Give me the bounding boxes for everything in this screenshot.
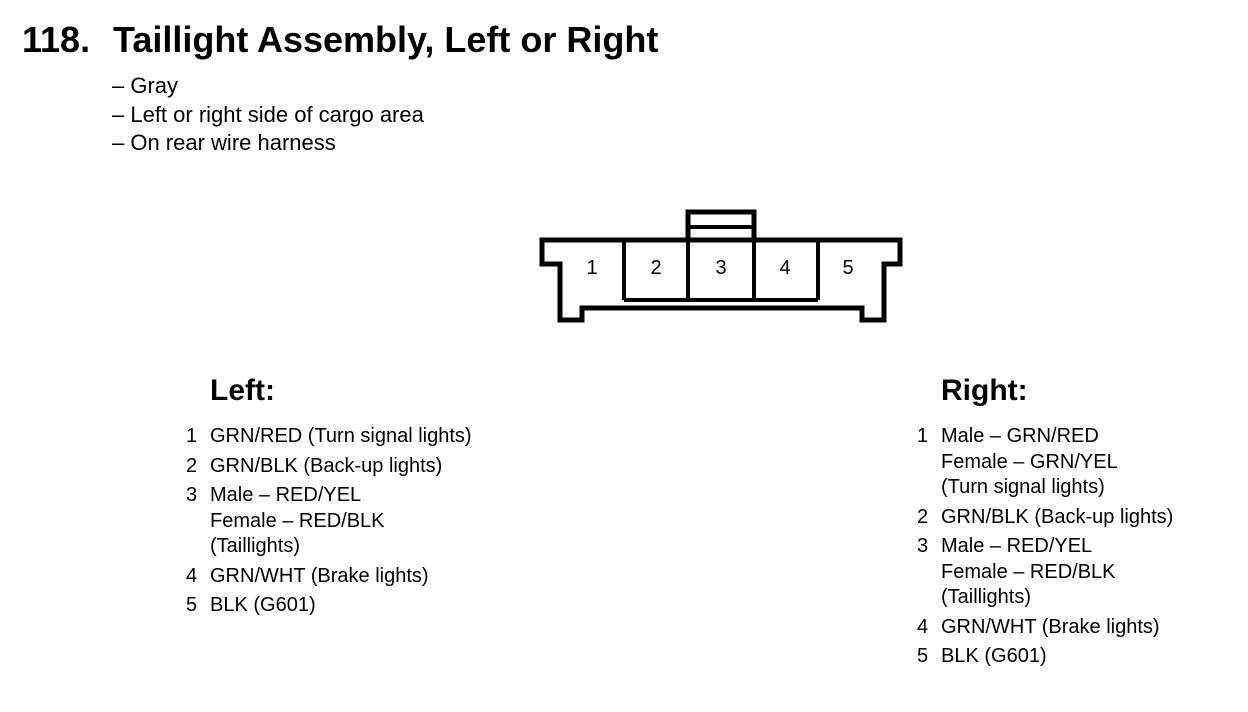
left-title: Left:: [210, 374, 275, 407]
note-harness: – On rear wire harness: [112, 130, 336, 155]
pin-number: 4: [186, 564, 198, 587]
pin-number: 3: [917, 535, 929, 557]
connector-diagram: [536, 206, 906, 326]
wire-desc: Male – RED/YEL: [210, 484, 362, 506]
connector-notes: [112, 72, 424, 158]
connector-housing: [542, 240, 900, 320]
wire-desc: BLK (G601): [941, 645, 1047, 667]
component-title: Taillight Assembly, Left or Right: [113, 19, 659, 60]
wire-desc: GRN/RED (Turn signal lights): [210, 425, 472, 447]
left-pin-4: [186, 564, 472, 590]
wire-desc: Female – GRN/YEL: [941, 450, 1118, 473]
wire-desc: Male – GRN/RED: [941, 425, 1099, 447]
wire-desc: BLK (G601): [210, 594, 316, 616]
note-color: – Gray: [112, 73, 179, 98]
wire-desc: (Turn signal lights): [941, 476, 1105, 498]
pin-number: 5: [186, 594, 198, 616]
pin-number-3: 3: [715, 257, 727, 279]
pin-number: 1: [917, 425, 929, 447]
wire-desc: Female – RED/BLK: [210, 509, 385, 532]
pin-number: 4: [917, 615, 929, 638]
left-pin-3: [186, 483, 472, 560]
pin-number: 5: [917, 645, 929, 667]
right-pin-3: [917, 534, 1173, 611]
wire-desc: GRN/BLK (Back-up lights): [941, 505, 1174, 528]
wire-desc: Male – RED/YEL: [941, 535, 1093, 557]
left-pin-5: [186, 593, 472, 619]
right-pin-4: [917, 615, 1173, 641]
right-pin-5: [917, 644, 1173, 670]
pin-number: 1: [186, 425, 198, 447]
wire-desc: (Taillights): [210, 535, 301, 557]
right-pin-2: [917, 505, 1173, 531]
pin-number: 2: [186, 454, 198, 477]
pin-number-1: 1: [586, 257, 598, 279]
right-pin-list: [917, 424, 1173, 674]
pin-number-5: 5: [842, 257, 854, 279]
wire-desc: (Taillights): [941, 586, 1032, 608]
wire-desc: GRN/BLK (Back-up lights): [210, 454, 443, 477]
page-title: [22, 18, 658, 62]
component-number: 118.: [22, 19, 91, 60]
note-location: – Left or right side of cargo area: [112, 101, 424, 127]
left-pin-2: [186, 454, 472, 480]
right-pin-1: [917, 424, 1173, 501]
pin-number-4: 4: [779, 257, 791, 279]
left-pin-list: [186, 424, 472, 623]
wire-desc: GRN/WHT (Brake lights): [210, 564, 429, 587]
pin-number: 3: [186, 484, 198, 506]
left-pin-1: [186, 424, 472, 450]
wire-desc: Female – RED/BLK: [941, 560, 1116, 583]
right-title: Right:: [941, 374, 1028, 407]
pin-number-2: 2: [650, 257, 662, 279]
pin-number: 2: [917, 505, 929, 528]
wire-desc: GRN/WHT (Brake lights): [941, 615, 1160, 638]
